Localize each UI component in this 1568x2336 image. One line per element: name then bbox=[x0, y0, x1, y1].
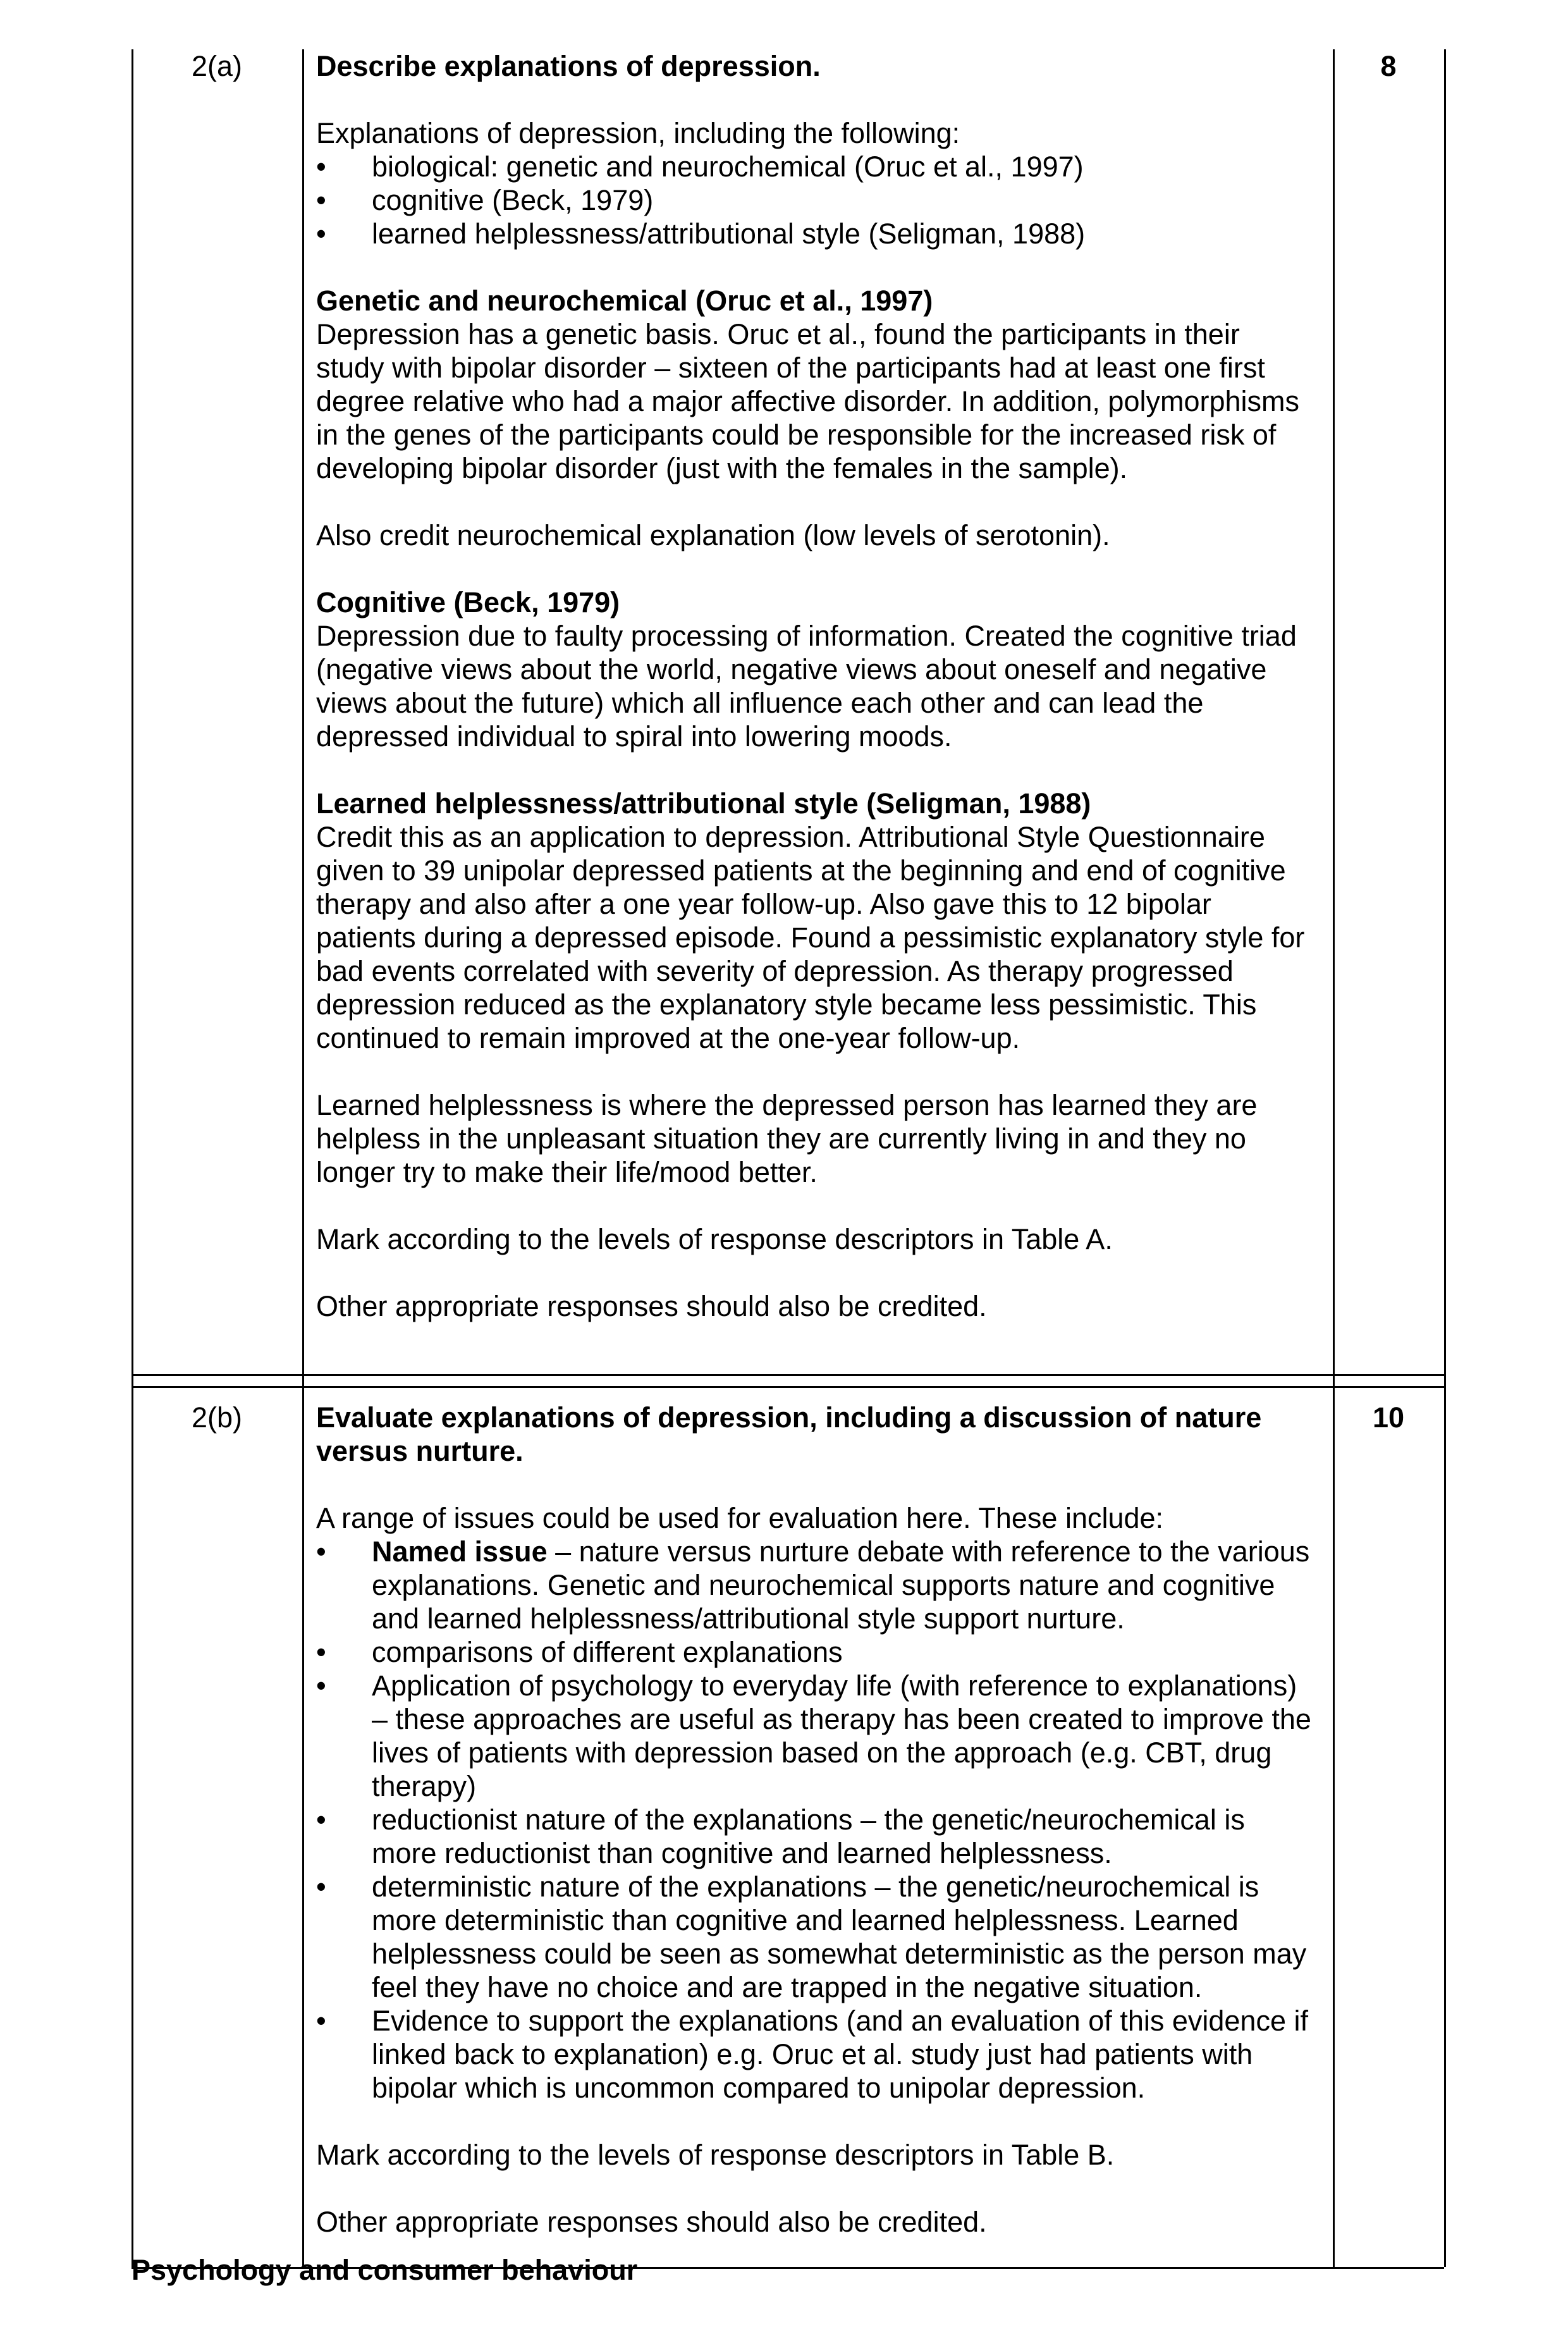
bullet-icon: • bbox=[316, 184, 326, 216]
intro-text: Explanations of depression, including the following: bbox=[316, 117, 960, 149]
paragraph-neurochemical: Also credit neurochemical explanation (low levels of serotonin). bbox=[316, 519, 1110, 551]
section-heading-genetic: Genetic and neurochemical (Oruc et al., 1997) bbox=[316, 285, 933, 317]
list-item: • biological: genetic and neurochemical (Oruc et al., 1997) bbox=[316, 151, 1084, 183]
list-item: • reductionist nature of the explanations – the genetic/neurochemical is more reductionist than cognitive and learned helplessness. bbox=[316, 1804, 1245, 1869]
list-item: • comparisons of different explanations bbox=[316, 1636, 843, 1668]
paragraph-helplessness: Learned helplessness is where the depressed person has learned they are helpless in the unpleasant situation they are currently living in and they no longer try to make their life/mood better. bbox=[316, 1089, 1258, 1188]
bullet-icon: • bbox=[316, 151, 326, 183]
section-heading-cognitive: Cognitive (Beck, 1979) bbox=[316, 586, 620, 618]
list-item: • deterministic nature of the explanations – the genetic/neurochemical is more deterministic than cognitive and learned helplessness. Learned helplessness could be seen as somewhat deterministic as the person may feel they have no choice and are trapped in the negative situation. bbox=[316, 1871, 1307, 2003]
paragraph-genetic: Depression has a genetic basis. Oruc et al., found the participants in their study with bipolar disorder – sixteen of the participants had at least one first degree relative who had a major affective disorder. In addition, polymorphisms in the genes of the participants could be responsible for the increased risk of developing bipolar disorder (just with the females in the sample). bbox=[316, 318, 1300, 484]
mark-note: Mark according to the levels of response descriptors in Table A. bbox=[316, 1223, 1113, 1255]
column-border bbox=[132, 1388, 133, 2267]
column-border bbox=[302, 49, 304, 1374]
column-border bbox=[132, 49, 133, 1374]
column-border bbox=[132, 1374, 133, 1388]
other-note: Other appropriate responses should also be credited. bbox=[316, 2206, 987, 2238]
question-title: Evaluate explanations of depression, including a discussion of nature versus nurture. bbox=[316, 1401, 1262, 1467]
section-footer-heading: Psychology and consumer behaviour bbox=[132, 2254, 638, 2286]
question-content bbox=[316, 49, 1312, 1323]
column-border bbox=[1444, 49, 1446, 1374]
bullet-icon: • bbox=[316, 1636, 326, 1668]
paragraph-cognitive: Depression due to faulty processing of information. Created the cognitive triad (negative views about the world, negative views about oneself and negative views about the future) which all influence each other and can lead the depressed individual to spiral into lowering moods. bbox=[316, 620, 1297, 753]
question-number: 2(a) bbox=[191, 50, 243, 82]
bullet-icon: • bbox=[316, 1535, 326, 1568]
column-border bbox=[1333, 1388, 1335, 2267]
list-item: • cognitive (Beck, 1979) bbox=[316, 184, 654, 216]
bullet-list bbox=[316, 150, 1312, 250]
bullet-icon: • bbox=[316, 1669, 326, 1702]
question-marks: 10 bbox=[1372, 1401, 1405, 1434]
named-issue-label: Named issue bbox=[372, 1535, 548, 1568]
question-number: 2(b) bbox=[191, 1401, 243, 1434]
column-border bbox=[1444, 1388, 1446, 2267]
column-border bbox=[302, 1374, 304, 1388]
intro-text: A range of issues could be used for evaluation here. These include: bbox=[316, 1502, 1164, 1534]
question-row-2a bbox=[132, 49, 1444, 1374]
paragraph-learned: Credit this as an application to depression. Attributional Style Questionnaire given to 39 unipolar depressed patients at the beginning and end of cognitive therapy and also after a one year follow-up. Also gave this to 12 bipolar patients during a depressed episode. Found a pessimistic explanatory style for bad events correlated with severity of depression. As therapy progressed depression reduced as the explanatory style became less pessimistic. This continued to remain improved at the one-year follow-up. bbox=[316, 821, 1305, 1054]
column-border bbox=[1333, 1374, 1335, 1388]
bullet-icon: • bbox=[316, 2005, 326, 2037]
column-border bbox=[1333, 49, 1335, 1374]
column-border bbox=[1444, 1374, 1446, 1388]
bullet-icon: • bbox=[316, 218, 326, 250]
question-row-2b bbox=[132, 1388, 1444, 2267]
list-item: • Evidence to support the explanations (and an evaluation of this evidence if linked back to explanation) e.g. Oruc et al. study just had patients with bipolar which is uncommon compared to unipolar depression. bbox=[316, 2005, 1308, 2104]
list-item: • Application of psychology to everyday life (with reference to explanations) – these approaches are useful as therapy has been created to improve the lives of patients with depression based on the approach (e.g. CBT, drug therapy) bbox=[316, 1669, 1311, 1802]
bullet-icon: • bbox=[316, 1871, 326, 1903]
list-item: • Named issue – nature versus nurture debate with reference to the various explanations. Genetic and neurochemical supports nature and cognitive and learned helplessness/attributional style support nurture. bbox=[316, 1535, 1310, 1635]
other-note: Other appropriate responses should also be credited. bbox=[316, 1290, 987, 1322]
question-title: Describe explanations of depression. bbox=[316, 50, 821, 82]
column-border bbox=[302, 1388, 304, 2267]
bullet-list bbox=[316, 1535, 1312, 2105]
section-heading-learned: Learned helplessness/attributional style (Seligman, 1988) bbox=[316, 787, 1091, 820]
bullet-icon: • bbox=[316, 1804, 326, 1836]
question-marks: 8 bbox=[1380, 50, 1397, 82]
row-divider bbox=[132, 1374, 1444, 1376]
question-content bbox=[316, 1401, 1312, 2239]
mark-note: Mark according to the levels of response descriptors in Table B. bbox=[316, 2139, 1115, 2171]
list-item: • learned helplessness/attributional style (Seligman, 1988) bbox=[316, 218, 1086, 250]
